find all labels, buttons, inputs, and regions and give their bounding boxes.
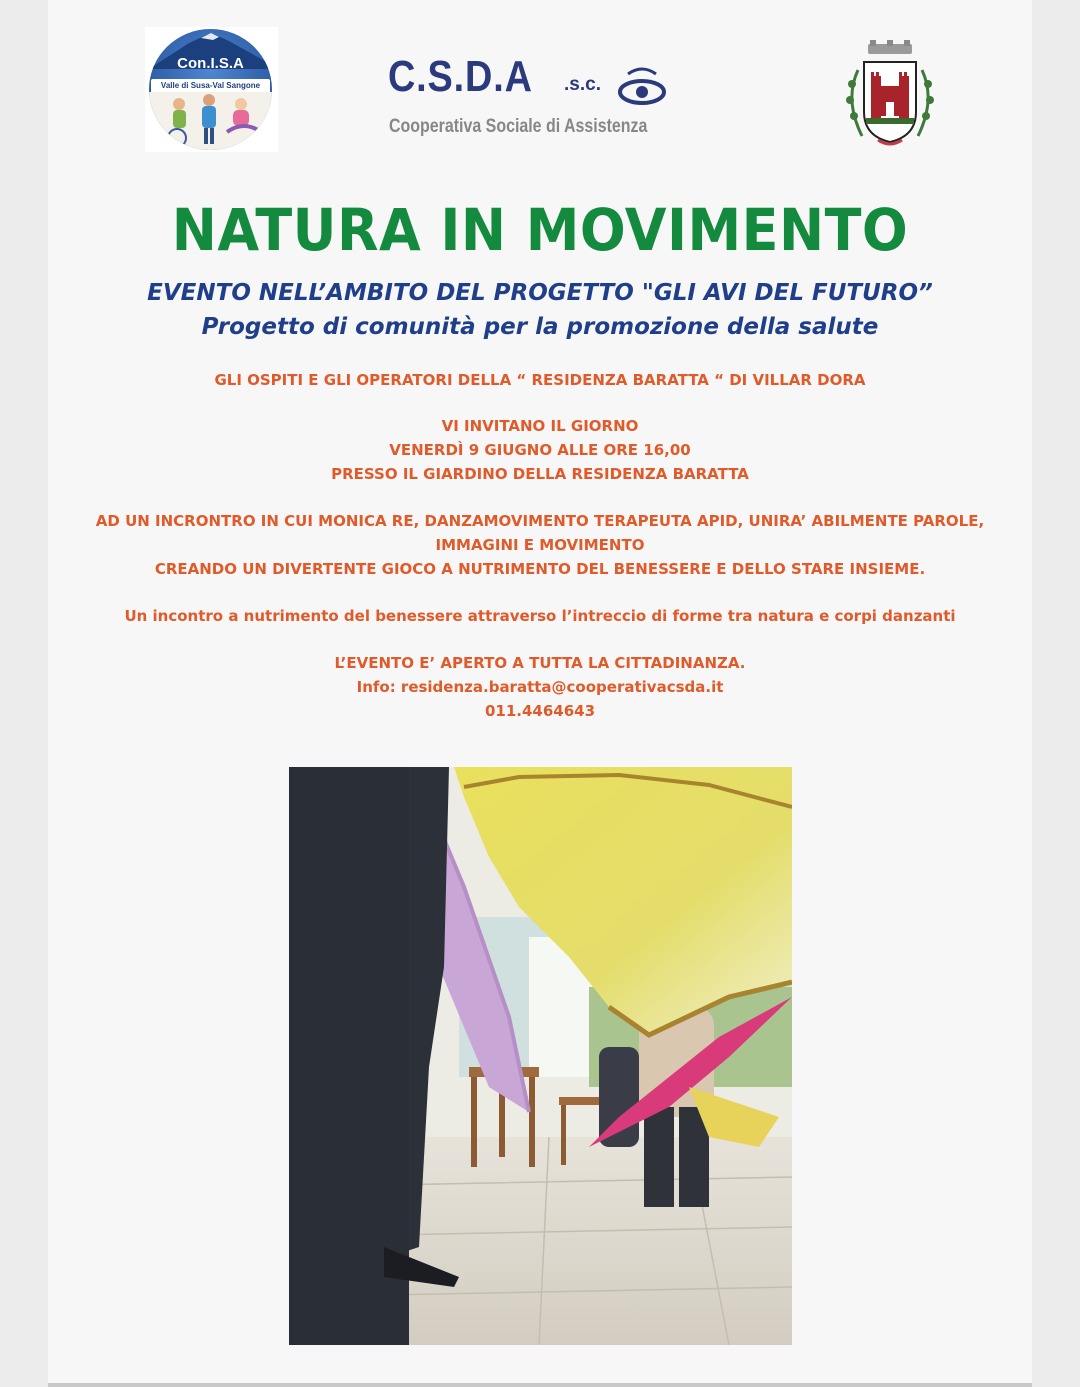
- eye-icon: [616, 66, 668, 106]
- conisa-subtitle: Valle di Susa-Val Sangone: [151, 79, 270, 93]
- csda-logo-subtitle: Cooperativa Sociale di Assistenza: [389, 116, 648, 137]
- people-illustration-icon: [149, 92, 272, 150]
- conisa-title: Con.I.S.A: [177, 55, 244, 72]
- description-line-3: CREANDO UN DIVERTENTE GIOCO A NUTRIMENTO DEL BENESSERE E DELLO STARE INSIEME.: [154, 560, 926, 578]
- info-phone[interactable]: 011.4464643: [484, 702, 596, 720]
- conisa-logo-circle: [149, 29, 272, 150]
- municipal-crest: [838, 40, 942, 152]
- project-description: Progetto di comunità per la promozione della salute: [201, 314, 879, 340]
- page-bottom-edge: [48, 1383, 1032, 1387]
- open-event-line: L’EVENTO E’ APERTO A TUTTA LA CITTADINANZA.: [334, 654, 746, 672]
- tagline: Un incontro a nutrimento del benessere attraverso l’intreccio di forme tra natura e corpi danzanti: [124, 607, 956, 625]
- conisa-logo: [145, 27, 278, 152]
- invite-date: VENERDÌ 9 GIUGNO ALLE ORE 16,00: [389, 441, 691, 459]
- info-email[interactable]: Info: residenza.baratta@cooperativacsda.it: [356, 678, 724, 696]
- crest-icon: [838, 40, 942, 152]
- description-line-1: AD UN INCRONTRO IN CUI MONICA RE, DANZAMOVIMENTO TERAPEUTA APID, UNIRA’ ABILMENTE PAROLE,: [95, 512, 985, 530]
- invite-location: PRESSO IL GIARDINO DELLA RESIDENZA BARATTA: [331, 465, 749, 483]
- event-title: NATURA IN MOVIMENTO: [171, 196, 909, 264]
- description-line-2: IMMAGINI E MOVIMENTO: [435, 536, 645, 554]
- csda-logo-main: C.S.D.A: [388, 52, 533, 101]
- dance-fabric-photo: [289, 767, 792, 1345]
- csda-logo-suffix: .s.c.: [564, 74, 601, 95]
- csda-logo: [388, 52, 670, 144]
- event-photo: [289, 767, 792, 1345]
- event-subtitle: EVENTO NELL’AMBITO DEL PROGETTO "GLI AVI DEL FUTURO”: [147, 280, 933, 306]
- invite-line-1: VI INVITANO IL GIORNO: [441, 417, 639, 435]
- hosts-line: GLI OSPITI E GLI OPERATORI DELLA “ RESIDENZA BARATTA “ DI VILLAR DORA: [214, 371, 866, 389]
- conisa-figures: [149, 92, 272, 150]
